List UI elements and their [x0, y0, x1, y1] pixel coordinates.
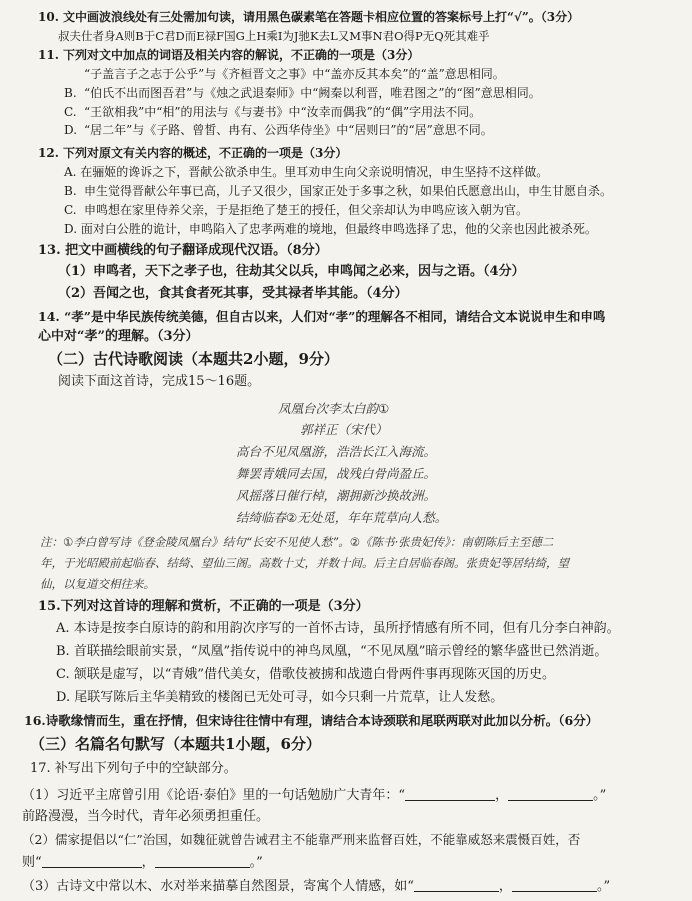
q17-s2-end: 。”	[249, 855, 263, 870]
poem-line: 风摇落日催行棹，潮拥新沙换故洲。	[236, 488, 437, 503]
q12-option-c: 申鸣想在家里侍养父亲，于是拒绝了楚王的授任，但父亲却认为申鸣应该入朝为官。	[84, 203, 529, 217]
q13-sentence-2: （2）吾闻之也，食其食者死其事，受其禄者毕其能。（4分）	[58, 286, 408, 301]
section-3-title: （三）名篇名句默写（本题共1小题，6分）	[30, 735, 321, 753]
poem-note-line-1: 注：①李白曾写诗《登金陵凤凰台》结句“长安不见使人愁”。②《陈书·张贵妃传》：南朝陈后主至德二	[40, 535, 554, 549]
q13-stem: 13. 把文中画横线的句子翻译成现代汉语。（8分）	[38, 243, 328, 258]
q15-option-a: A. 本诗是按李白原诗的韵和用韵次序写的一首怀古诗，虽所抒情感有所不同，但有几分李白神韵。	[56, 621, 620, 636]
q15-option-d: D. 尾联写陈后主华美精致的楼阁已无处可寻，如今只剩一片荒草，让人发愁。	[56, 690, 504, 705]
q12-option-a: A. 在骊姬的谗诉之下，晋献公欲杀申生。里耳劝申生向父亲说明情况，申生坚持不这样做。	[64, 165, 549, 179]
q15-stem: 15.下列对这首诗的理解和赏析，不正确的一项是（3分）	[38, 599, 369, 614]
q17-s3-separator: ，	[498, 879, 512, 894]
q11-option-a: “子盖言子之志于公乎”与《齐桓晋文之事》中“盖亦反其本矣”的“盖”意思相同。	[84, 67, 505, 81]
q11-option-b: “伯氏不出而图吾君”与《烛之武退秦师》中“阙秦以利晋，唯君图之”的“图”意思相同。	[84, 86, 541, 100]
q17-s2-line-1: （2）儒家提倡以“仁”治国，如魏征就曾告诫君主不能靠严刑来监督百姓，不能靠威怒来震慑百姓，否	[22, 832, 581, 847]
q13-sentence-1: （1）申鸣者，天下之孝子也，往劫其父以兵，申鸣闻之必来，因与之语。（4分）	[58, 264, 525, 279]
section-2-intro: 阅读下面这首诗，完成15～16题。	[58, 374, 261, 389]
q17-sentence-3	[22, 877, 610, 896]
answer-blank[interactable]	[155, 853, 250, 868]
q11-option-d: “居二年”与《子路、曾皙、冉有、公西华侍坐》中“居则曰”的“居”意思不同。	[84, 123, 493, 137]
q12-option-b: 申生觉得晋献公年事已高，儿子又很少，国家正处于多事之秋，如果伯氏愿意出山，申生甘愿自杀。	[84, 184, 613, 198]
q10-stem: 10. 文中画波浪线处有三处需加句读，请用黑色碳素笔在答题卡相应位置的答案标号上打“√”。（3分）	[38, 10, 580, 24]
q15-option-b: B. 首联描绘眼前实景，“凤凰”指传说中的神鸟凤凰，“不见凤凰”暗示曾经的繁华盛世已然消逝。	[56, 644, 608, 659]
q17-sentence-2	[22, 853, 263, 872]
q17-stem: 17. 补写出下列句子中的空缺部分。	[30, 761, 237, 776]
q17-s1-prefix: （1）习近平主席曾引用《论语·泰伯》里的一句话勉励广大青年：“	[22, 788, 406, 803]
answer-blank[interactable]	[414, 877, 499, 892]
q17-s3-end: 。”	[596, 879, 611, 894]
q17-s1-post: 前路漫漫，当今时代，青年必须勇担重任。	[22, 809, 270, 824]
answer-blank[interactable]	[508, 786, 593, 801]
q14-line-1: 14. “孝”是中华民族传统美德，但自古以来，人们对“孝”的理解各不相同，请结合文本说说申生和申鸣	[38, 309, 606, 324]
poem-note-line-3: 仙，以复道交相往来。	[40, 577, 155, 591]
answer-blank[interactable]	[42, 853, 142, 868]
q17-s1-separator: ，	[495, 788, 509, 803]
q12-option-c-label: C.	[64, 203, 77, 217]
q10-options: 叔夫仕者身A则B于C君D而E禄F国G上H乘I为J驰K去L又M事N君O得P无Q死其难乎	[58, 29, 490, 43]
q16-stem: 16.诗歌缘情而生，重在抒情，但宋诗往往情中有理，请结合本诗颈联和尾联两联对此加以分析。（6分）	[24, 713, 599, 728]
q12-stem: 12. 下列对原文有关内容的概述，不正确的一项是（3分）	[38, 146, 348, 160]
poem-line: 舞罢青娥同去国，战残白骨尚盈丘。	[236, 466, 437, 481]
q14-line-2: 心中对“孝”的理解。（3分）	[38, 329, 199, 344]
poem-author: 郭祥正（宋代）	[300, 422, 388, 437]
answer-blank[interactable]	[512, 877, 597, 892]
poem-line: 结绮临春②无处觅，年年荒草向人愁。	[236, 510, 448, 525]
poem-line: 高台不见凤凰游，浩浩长江入海流。	[236, 444, 437, 459]
q11-option-b-label: B.	[64, 86, 77, 100]
answer-blank[interactable]	[405, 786, 495, 801]
poem-note-line-2: 年，于光昭殿前起临春、结绮、望仙三阁。高数十丈，并数十间。后主自居临春阁。张贵妃等居结绮，望	[40, 556, 569, 570]
q11-option-c-label: C.	[64, 105, 77, 119]
q11-option-d-label: D.	[64, 123, 78, 137]
q12-option-b-label: B.	[64, 184, 77, 198]
q17-s1-end: 。”	[593, 788, 607, 803]
q15-option-c: C. 颔联是虚写，以“青娥”借代美女，借歌伎被掳和战遗白骨两件事再现陈灭国的历史。	[56, 667, 556, 682]
poem-title: 凤凰台次李太白韵①	[278, 401, 390, 416]
q11-stem: 11. 下列对文中加点的词语及相关内容的解说，不正确的一项是（3分）	[38, 48, 420, 62]
section-2-title: （二）古代诗歌阅读（本题共2小题，9分）	[48, 350, 339, 368]
q17-s2-separator: ，	[141, 855, 155, 870]
q11-option-c: “王欲相我”中“相”的用法与《与妻书》中“汝幸而偶我”的“偶”字用法不同。	[84, 105, 482, 119]
q17-s3-prefix: （3）古诗文中常以木、水对举来描摹自然图景，寄寓个人情感，如“	[22, 879, 414, 894]
q17-sentence-1	[22, 786, 606, 805]
q12-option-d: D. 面对白公胜的诡计，申鸣陷入了忠孝两难的境地，但最终申鸣选择了忠，他的父亲也因此被杀死。	[64, 222, 597, 236]
q17-s2-prefix: 则“	[22, 855, 42, 870]
